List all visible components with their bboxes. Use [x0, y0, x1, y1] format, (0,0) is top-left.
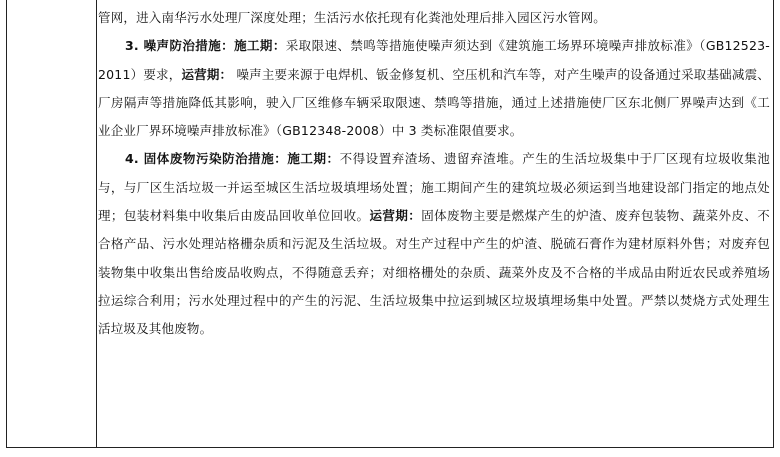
paragraph-text: 固体废物主要是燃煤产生的炉渣、废弃包装物、蔬菜外皮、不合格产品、污水处理站格栅杂质和污泥及生活垃圾。对生产过程中产生的炉渣、脱硫石膏作为建材原料外售；对废弃包装物集中收集出售给废品收购点，不得随意丢弃；对细格栅处的杂质、蔬菜外皮及不合格的半成品由附近农民或养殖场拉运综合利用；污水处理过程中的产生的污泥、生活垃圾集中拉运到城区垃圾填埋场集中处置。严禁以焚烧方式处理生活垃圾及其他废物。	[98, 208, 770, 337]
paragraph-noise	[98, 32, 770, 145]
phase-label-operation: 运营期：	[181, 66, 233, 82]
phase-label-operation: 运营期：	[369, 208, 422, 224]
phase-label-construction: 施工期：	[287, 151, 340, 167]
section-heading: 4. 固体废物污染防治措施：	[125, 151, 288, 167]
paragraph-solid-waste	[98, 145, 770, 343]
section-heading: 3. 噪声防治措施：	[125, 38, 235, 54]
paragraph-text: 噪声主要来源于电焊机、钣金修复机、空压机和汽车等，对产生噪声的设备通过采取基础减震、厂房隔声等措施降低其影响，驶入厂区维修车辆采取限速、禁鸣等措施，通过上述措施使厂区东北侧厂界噪声达到《工业企业厂界环境噪声排放标准》（GB12348-2008）中 3 类标准限值要求。	[98, 66, 770, 139]
table-frame	[6, 0, 774, 448]
paragraph-text: 采取限速、禁鸣等措施使噪声须达到《建筑施工场界环境噪声排放标准》（GB12523-2011）要求，	[98, 38, 770, 82]
phase-label-construction: 施工期：	[234, 38, 286, 54]
table-left-column	[7, 0, 97, 447]
cell-content	[98, 4, 770, 344]
paragraph-text: 管网，进入南华污水处理厂深度处理；生活污水依托现有化粪池处理后排入园区污水管网。	[98, 10, 607, 25]
paragraph-text: 不得设置弃渣场、遗留弃渣堆。产生的生活垃圾集中于厂区现有垃圾收集池与，与厂区生活垃圾一并运至城区生活垃圾填埋场处置；施工期间产生的建筑垃圾必须运到当地建设部门指定的地点处理；包装材料集中收集后由废品回收单位回收。	[98, 151, 770, 224]
paragraph-wastewater	[98, 4, 770, 32]
